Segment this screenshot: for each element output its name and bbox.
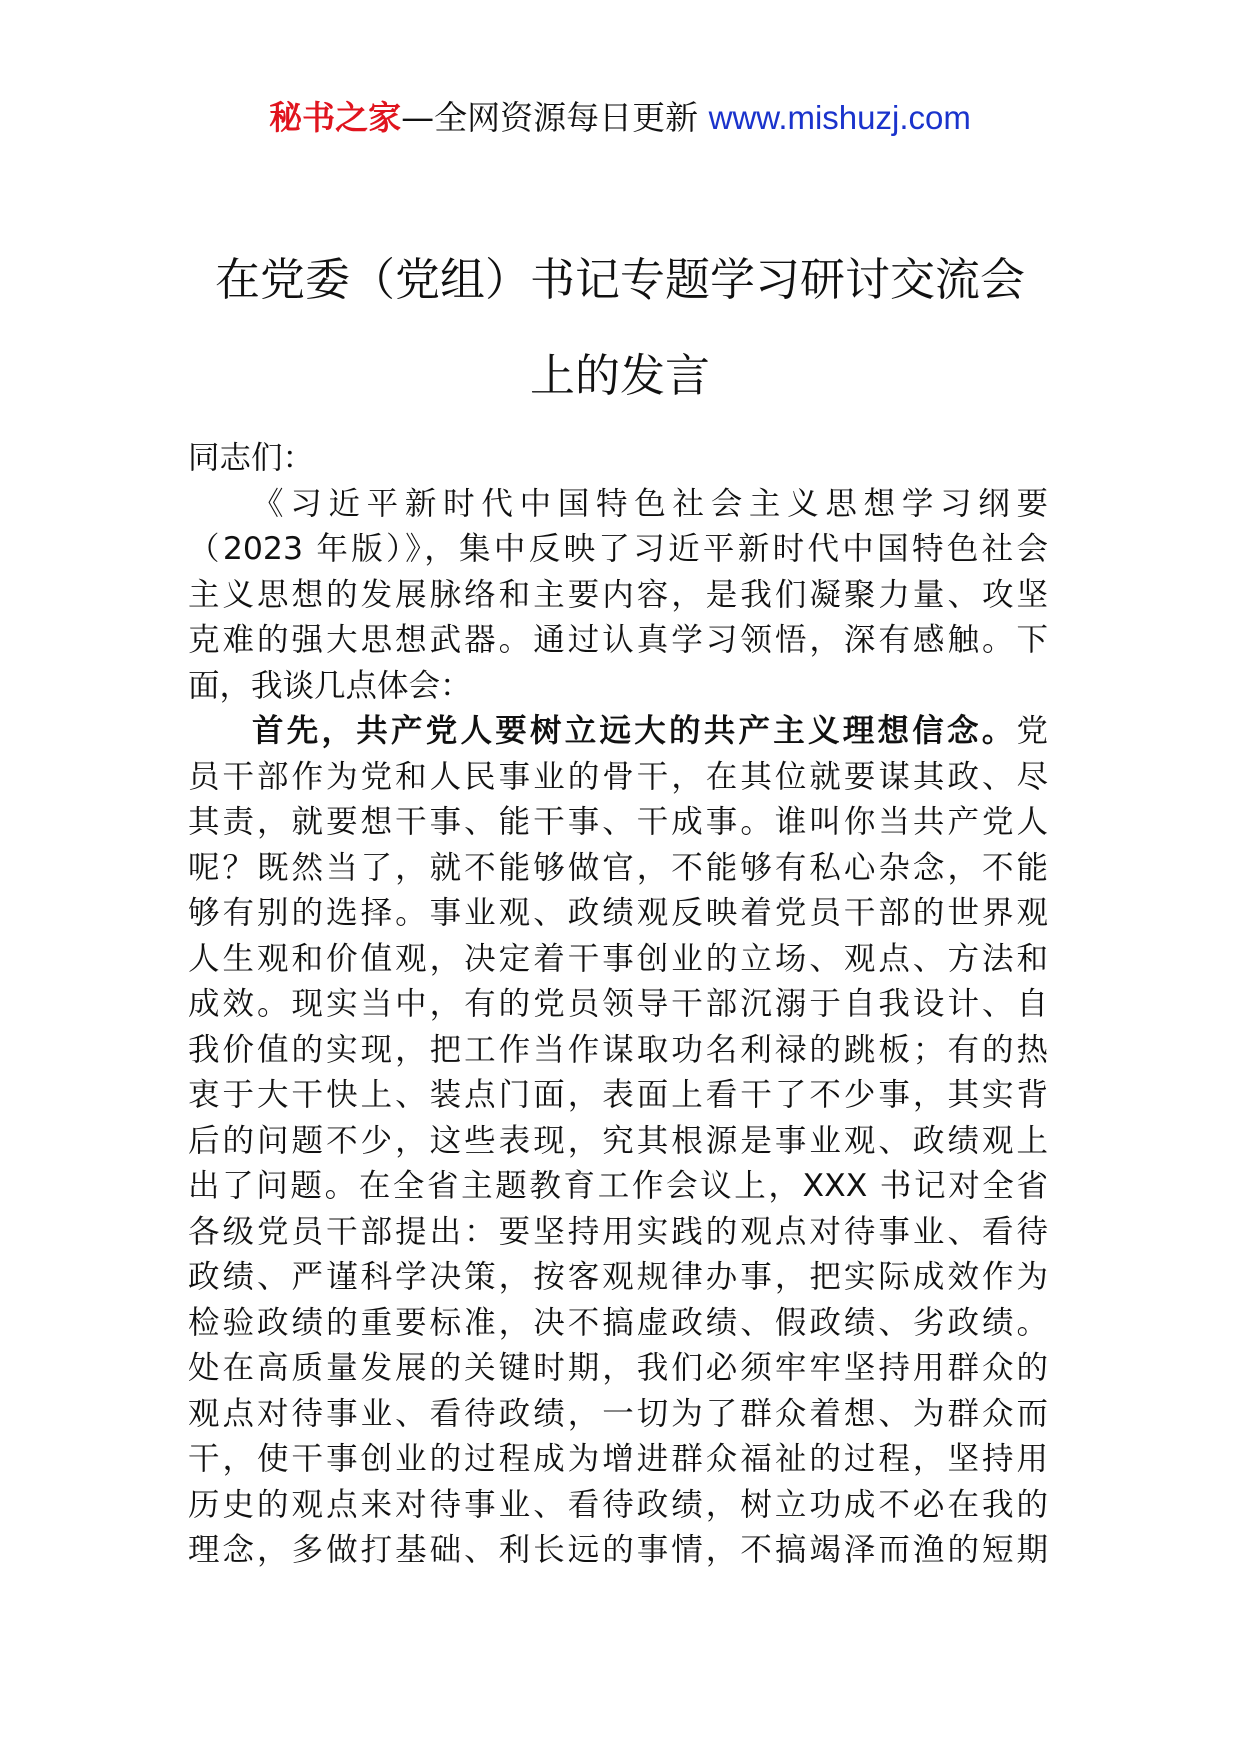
title-line-2: 上的发言	[529, 349, 710, 402]
paragraph-line: 其责，就要想干事、能干事、干成事。谁叫你当共产党人	[188, 804, 1048, 840]
paragraph-line: 《习近平新时代中国特色社会主义思想学习纲要	[252, 485, 1048, 522]
salutation: 同志们：	[188, 440, 315, 476]
paragraph-line: 人生观和价值观，决定着干事创业的立场、观点、方法和	[188, 940, 1048, 977]
paragraph-line: 处在高质量发展的关键时期，我们必须牢牢坚持用群众的	[188, 1350, 1048, 1386]
lead-tail-text: 党	[1016, 713, 1048, 749]
site-url-link[interactable]: www.mishuzj.com	[708, 99, 971, 136]
paragraph-line: 后的问题不少，这些表现，究其根源是事业观、政绩观上	[188, 1122, 1048, 1159]
paragraph-line: 呢？既然当了，就不能够做官，不能够有私心杂念，不能	[188, 849, 1048, 886]
paragraph-lead-sentence: 首先，共产党人要树立远大的共产主义理想信念。	[252, 713, 1017, 749]
paragraph-line: 各级党员干部提出：要坚持用实践的观点对待事业、看待	[188, 1213, 1048, 1250]
paragraph-line: 出了问题。在全省主题教育工作会议上，XXX 书记对全省	[188, 1168, 1048, 1204]
paragraph-line: 历史的观点来对待事业、看待政绩，树立功成不必在我的	[188, 1486, 1048, 1523]
paragraph-line: 检验政绩的重要标准，决不搞虚政绩、假政绩、劣政绩。	[188, 1304, 1048, 1341]
paragraph-2	[188, 709, 1048, 1574]
paragraph-1	[188, 482, 1048, 710]
document-body	[188, 436, 1048, 1574]
document-title	[0, 232, 1240, 424]
paragraph-line: 员干部作为党和人民事业的骨干，在其位就要谋其政、尽	[188, 758, 1048, 795]
paragraph-line: 衷于大干快上、装点门面，表面上看干了不少事，其实背	[188, 1077, 1048, 1113]
paragraph-line: 成效。现实当中，有的党员领导干部沉溺于自我设计、自	[188, 986, 1048, 1022]
paragraph-first-line	[188, 709, 1048, 755]
paragraph-line: 理念，多做打基础、利长远的事情，不搞竭泽而渔的短期	[188, 1532, 1048, 1568]
header-slogan: —全网资源每日更新	[401, 98, 699, 137]
paragraph-line: 政绩、严谨科学决策，按客观规律办事，把实际成效作为	[188, 1259, 1048, 1295]
paragraph-line: 克难的强大思想武器。通过认真学习领悟，深有感触。下	[188, 622, 1048, 658]
paragraph-line: （2023 年版）》，集中反映了习近平新时代中国特色社会	[188, 531, 1048, 567]
site-header	[0, 96, 1240, 140]
paragraph-line: 干，使干事创业的过程成为增进群众福祉的过程，坚持用	[188, 1441, 1048, 1477]
title-line-1: 在党委（党组）书记专题学习研讨交流会	[214, 253, 1025, 306]
paragraph-line: 我价值的实现，把工作当作谋取功名利禄的跳板；有的热	[188, 1031, 1048, 1068]
paragraph-line: 观点对待事业、看待政绩，一切为了群众着想、为群众而	[188, 1395, 1048, 1432]
brand-name: 秘书之家	[269, 98, 402, 137]
paragraph-line: 主义思想的发展脉络和主要内容，是我们凝聚力量、攻坚	[188, 576, 1048, 613]
paragraph-line: 面，我谈几点体会：	[188, 667, 472, 704]
paragraph-line: 够有别的选择。事业观、政绩观反映着党员干部的世界观	[188, 895, 1048, 931]
